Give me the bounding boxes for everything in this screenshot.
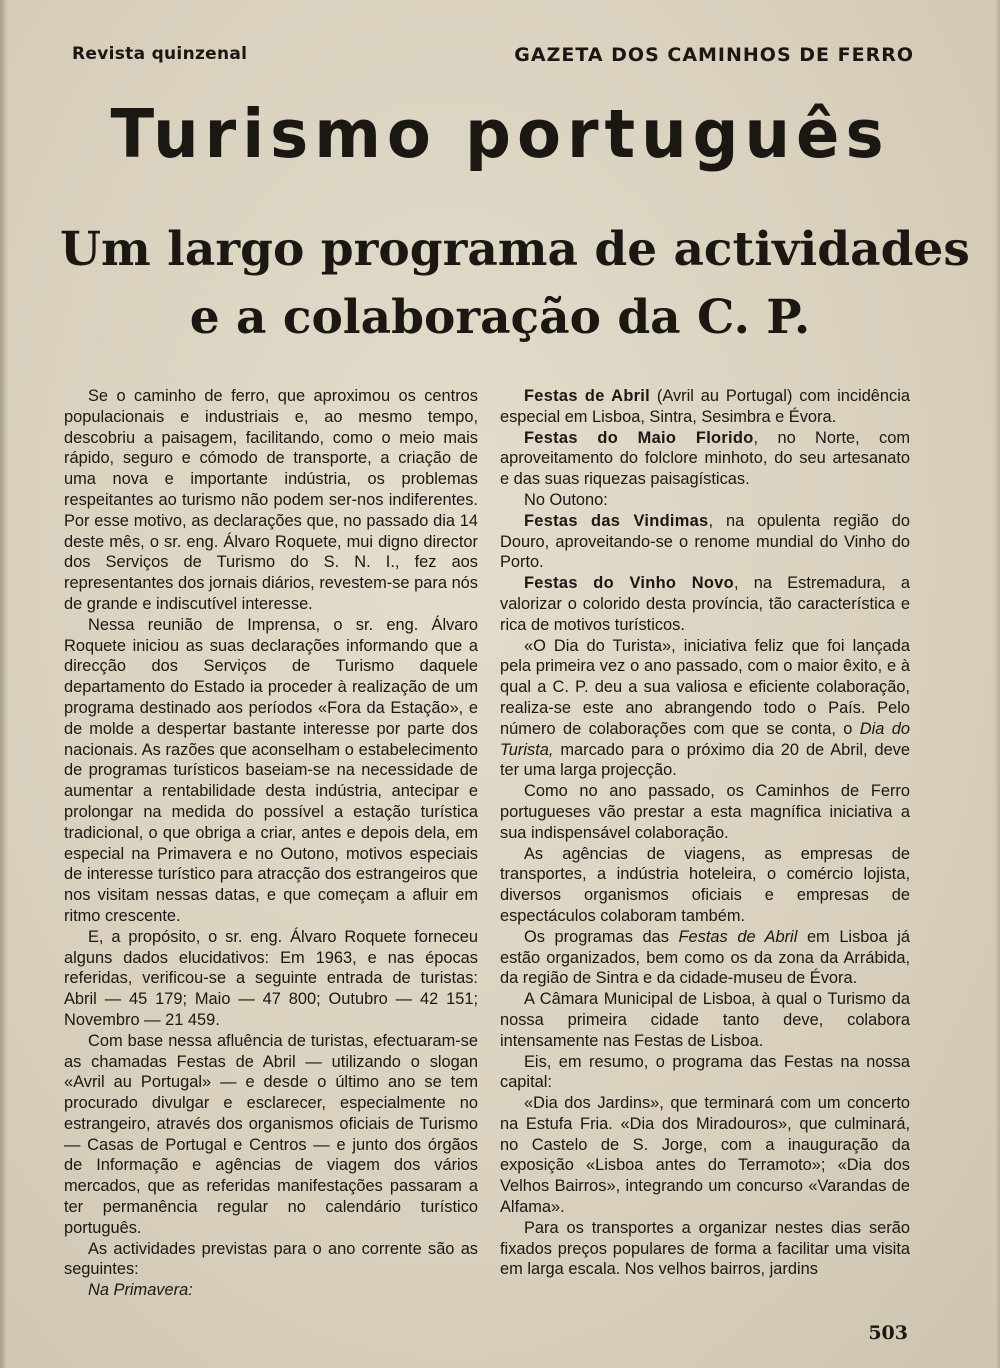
paragraph-dia-turista [500, 636, 910, 782]
season-label: No Outono: [524, 490, 608, 509]
article-title: Turismo português [110, 96, 890, 174]
page-edge [994, 0, 1000, 1368]
text-run: «O Dia do Turista», iniciativa feliz que foi lançada pela primeira vez o ano passado, com o maior êxito, e à qual a C. P. deu a sua valiosa e eficiente colaboração, realiza-se este ano abrangendo todo o País. Pelo número de colaborações com que se conta, o [500, 636, 910, 738]
emphasis: Dia do Turista, [500, 719, 910, 759]
paragraph: As actividades previstas para o ano corrente são as seguintes: [64, 1239, 478, 1279]
text-run: Os programas das [524, 927, 679, 946]
festival-name: Festas do Vinho Novo [524, 574, 734, 593]
paragraph [64, 1280, 478, 1301]
binding-gutter [0, 0, 8, 1368]
paragraph: Com base nessa afluência de turistas, efectuaram-se as chamadas Festas de Abril — utilizando o slogan «Avril au Portugal» — e desde o último ano se tem procurado divulgar e esclarecer, especialmente no estrangeiro, através dos organismos oficiais de Turismo — Casas de Portugal e Centros — e junto dos órgãos de Informação e agências de viagem dos vários mercados, que as referidas manifestações passaram a ter permanência regular no calendário turístico português. [64, 1031, 478, 1237]
festival-name: Festas do Maio Florido [524, 428, 754, 447]
festival-name: Festas das Vindimas [524, 511, 709, 530]
paragraph: Para os transportes a organizar nestes dias serão fixados preços populares de forma a facilitar uma visita em larga escala. Nos velhos bairros, jardins [500, 1218, 910, 1279]
paragraph-festas-vindimas [500, 511, 910, 573]
article-subtitle-line-1: Um largo programa de actividades [60, 222, 970, 277]
paragraph-programas [500, 927, 910, 989]
paragraph: Eis, em resumo, o programa das Festas na nossa capital: [500, 1052, 910, 1092]
paragraph: «Dia dos Jardins», que terminará com um concerto na Estufa Fria. «Dia dos Miradouros», que culminará, no Castelo de S. Jorge, com a inauguração da exposição «Lisboa antes do Terramoto»; «Dia dos Velhos Bairros», integrando um concurso «Varandas de Alfama». [500, 1094, 910, 1217]
article-subtitle-line-2: e a colaboração da C. P. [189, 290, 811, 345]
running-header-right: GAZETA DOS CAMINHOS DE FERRO [514, 44, 914, 66]
paragraph: Se o caminho de ferro, que aproximou os centros populacionais e industriais e, ao mesmo tempo, descobriu a paisagem, facilitando, como o meio mais rápido, seguro e cómodo de transporte, a criação de uma nova e importante indústria, os problemas respeitantes ao turismo não podem ser-nos indiferentes. Por esse motivo, as declarações que, no passado dia 14 deste mês, o sr. eng. Álvaro Roquete, mui digno director dos Serviços de Turismo do S. N. I., fez aos representantes dos jornais diários, revestem-se para nós de grande e indiscutível interesse. [64, 387, 478, 613]
festival-text: , na Estremadura, a valorizar o colorido desta província, tão característica e rica de motivos turísticos. [500, 574, 910, 634]
left-column [64, 386, 478, 1301]
festival-name: Festas de Abril [524, 387, 651, 405]
text-run: em Lisboa já estão organizados, bem como os da zona da Arrábida, da região de Sintra e da cidade-museu de Évora. [500, 927, 910, 988]
running-header-left: Revista quinzenal [72, 44, 248, 64]
festival-text: (Avril au Portugal) com incidência especial em Lisboa, Sintra, Sesimbra e Évora. [500, 387, 910, 426]
paragraph: Como no ano passado, os Caminhos de Ferro portugueses vão prestar a esta magnífica iniciativa a sua indispensável colaboração. [500, 782, 910, 842]
festival-text: , no Norte, com aproveitamento do folclore minhoto, do seu artesanato e das suas riquezas paisagísticas. [500, 428, 911, 489]
text-run: marcado para o próximo dia 20 de Abril, deve ter uma larga projecção. [500, 740, 910, 780]
right-column [500, 386, 910, 1280]
paragraph: As agências de viagens, as empresas de transportes, a indústria hoteleira, o comércio lojista, diversos organismos oficiais e empresas de espectáculos colaboram também. [500, 844, 910, 925]
festival-text: , na opulenta região do Douro, aproveitando-se o renome mundial do Vinho do Porto. [500, 511, 911, 572]
paragraph-festas-maio [500, 428, 910, 490]
page-number: 503 [868, 1322, 908, 1344]
paragraph-festas-vinho-novo [500, 573, 910, 635]
paragraph: Nessa reunião de Imprensa, o sr. eng. Álvaro Roquete iniciou as suas declarações informando que a direcção dos Serviços de Turismo daquele departamento do Estado ia proceder à realização de um programa destinado aos períodos «Fora da Estação», e de molde a despertar bastante interesse por parte dos nacionais. As razões que aconselham o estabelecimento de programas turísticos baseiam-se na necessidade de aumentar a rentabilidade desta indústria, antecipar e prolongar na medida do possível a estação turística tradicional, o que obriga a criar, antes e depois dela, em especial na Primavera e no Outono, motivos especiais de interesse turístico para atracção dos estrangeiros que nos visitam nessas datas, e que começam a afluir em ritmo crescente. [64, 615, 478, 925]
paragraph-festas-abril [500, 386, 910, 428]
emphasis: Festas de Abril [678, 927, 798, 946]
paragraph: E, a propósito, o sr. eng. Álvaro Roquete forneceu alguns dados elucidativos: Em 1963, e nas épocas referidas, verificou-se a seguinte entrada de turistas: Abril — 45 179; Maio — 47 800; Outubro — 42 151; Novembro — 21 459. [64, 927, 478, 1029]
paragraph: A Câmara Municipal de Lisboa, à qual o Turismo da nossa primeira cidade tanto deve, colabora intensamente nas Festas de Lisboa. [500, 990, 910, 1050]
season-label: Na Primavera: [88, 1281, 193, 1300]
